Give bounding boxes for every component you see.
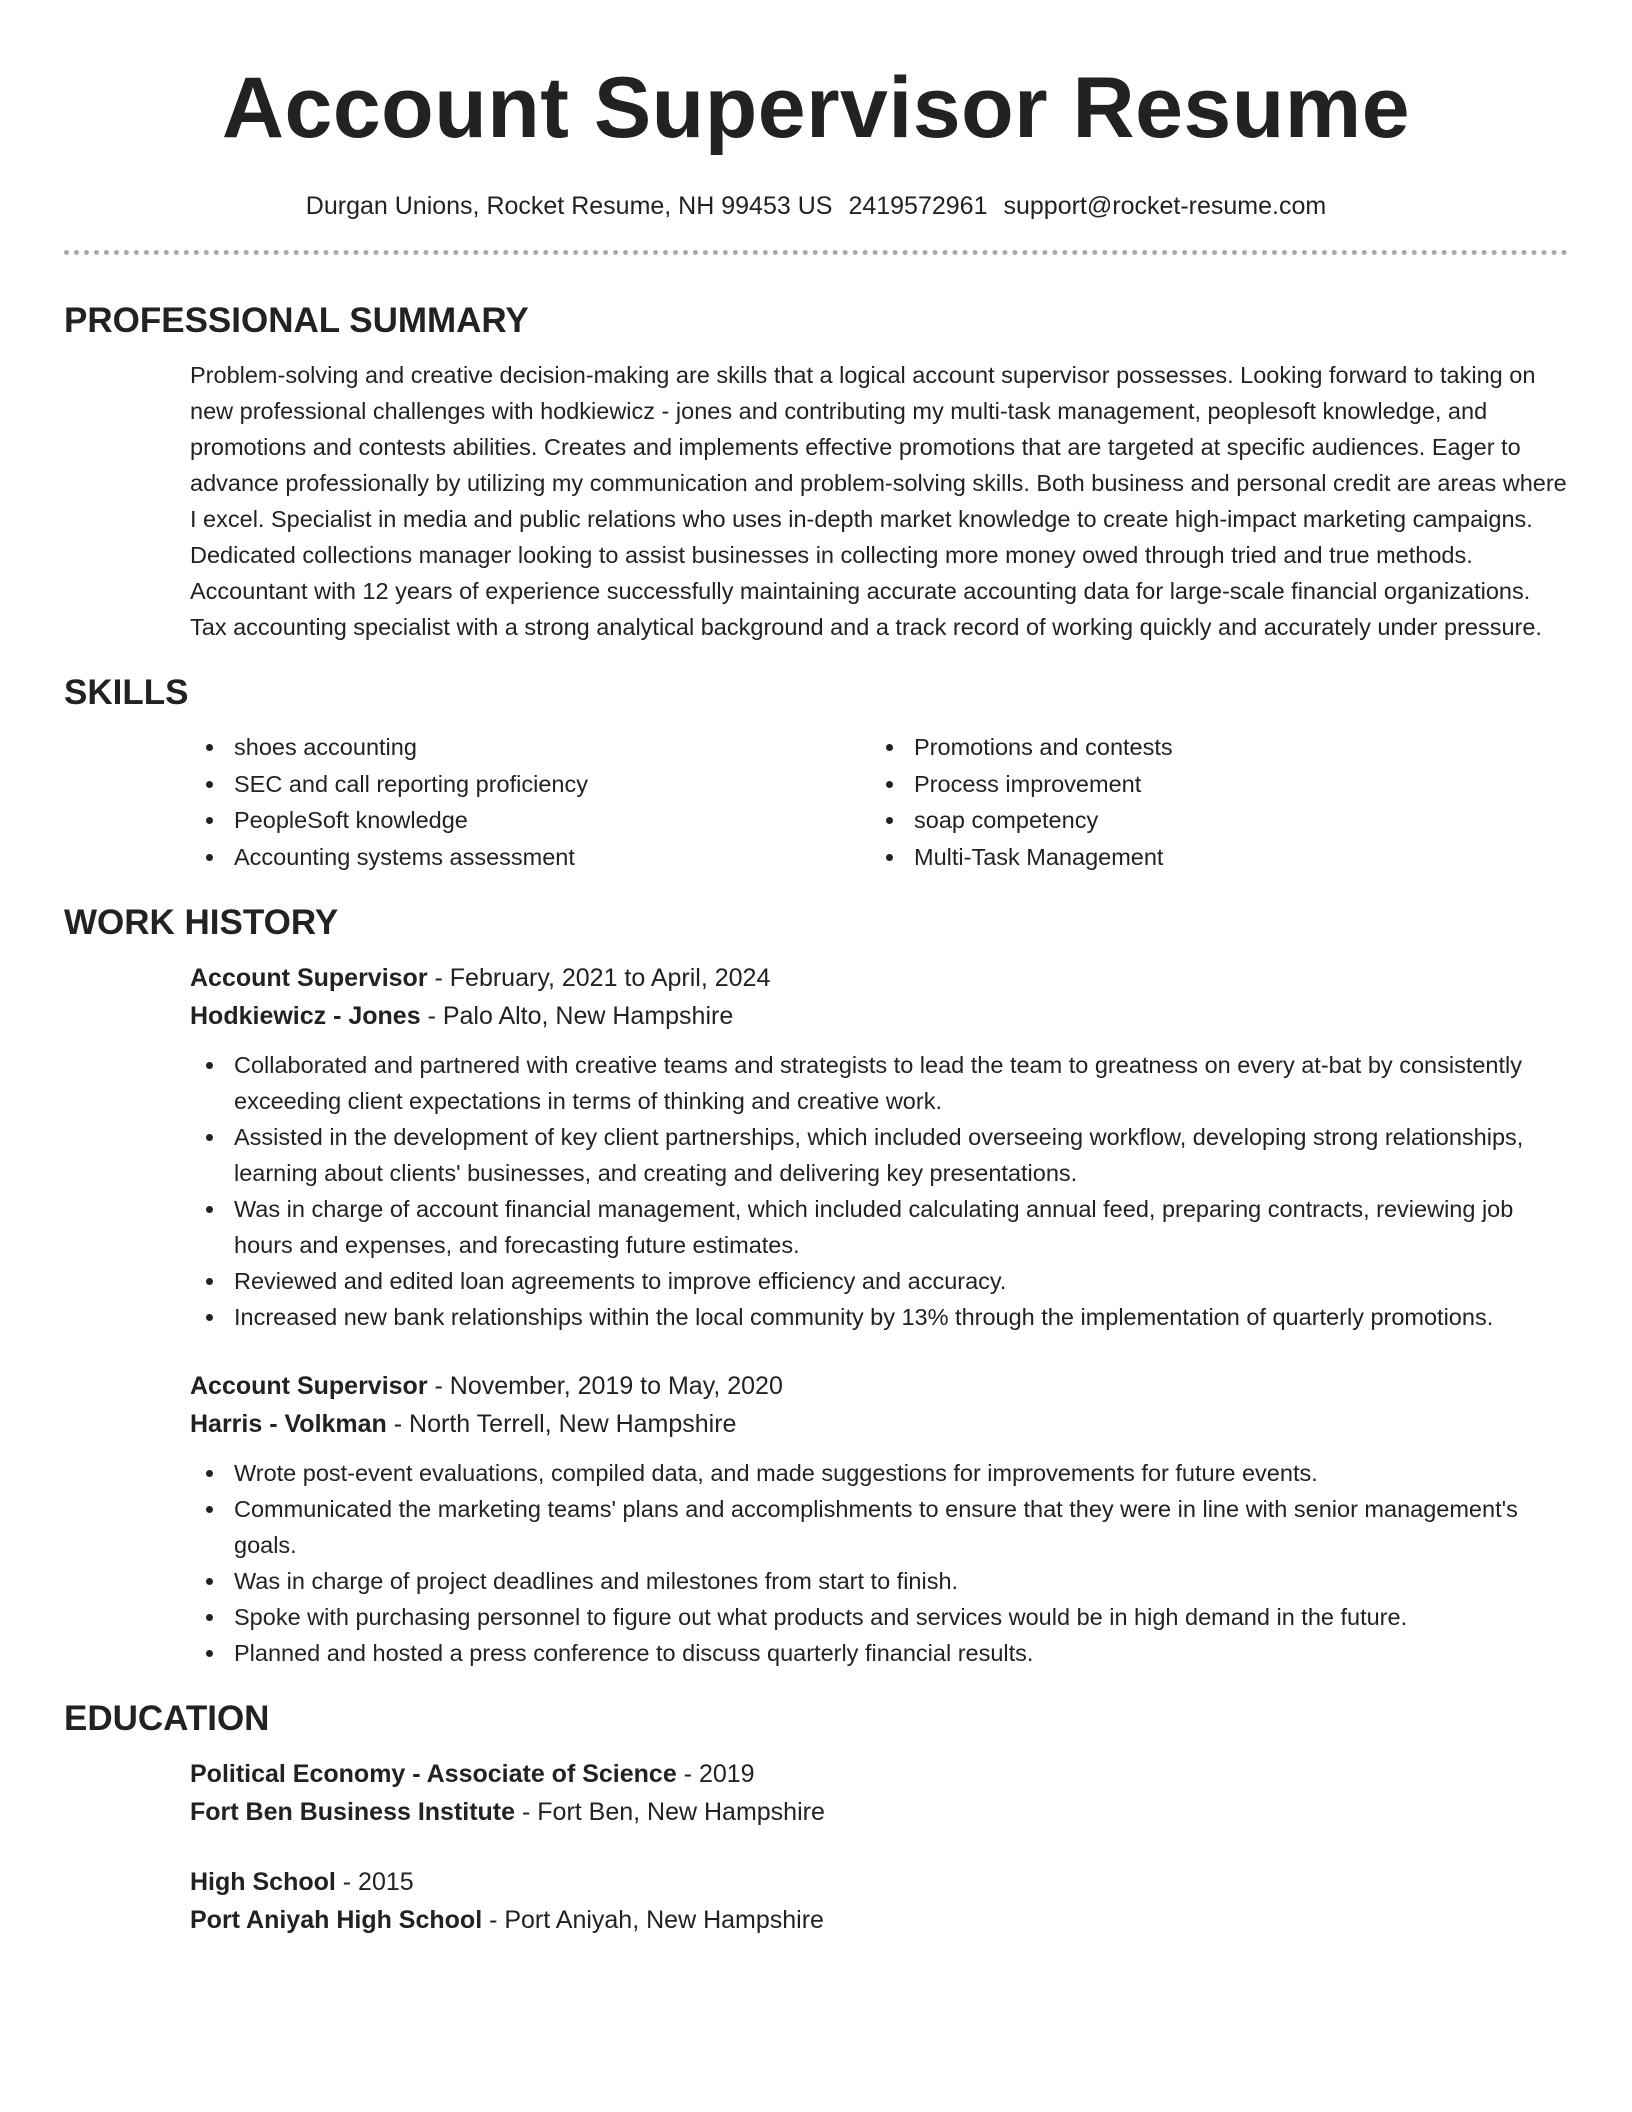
job-bullet: Spoke with purchasing personnel to figure out what products and services would be in high demand in the future. (190, 1599, 1568, 1635)
education-school: Port Aniyah High School (190, 1906, 483, 1934)
skills-list-right (870, 729, 1568, 875)
skill-item: Promotions and contests (870, 729, 1568, 766)
summary-section (64, 299, 1568, 645)
education-degree: High School (190, 1868, 336, 1896)
job-title-line (190, 1367, 1568, 1405)
education-section (64, 1697, 1568, 1939)
contact-email: support@rocket-resume.com (1003, 192, 1327, 220)
job-company: Harris - Volkman (190, 1410, 387, 1438)
education-degree: Political Economy - Associate of Science (190, 1760, 677, 1788)
summary-heading: PROFESSIONAL SUMMARY (64, 301, 529, 340)
education-entry (190, 1863, 1568, 1939)
education-entry (190, 1755, 1568, 1831)
header-divider (64, 250, 1568, 255)
job-bullet-list (190, 1455, 1568, 1671)
resume-page (64, 0, 1568, 1939)
education-school-line (190, 1793, 1568, 1831)
education-degree-line (190, 1863, 1568, 1901)
skills-list-left (190, 729, 870, 875)
job-bullet-list (190, 1047, 1568, 1335)
education-school-line (190, 1901, 1568, 1939)
job-bullet: Communicated the marketing teams' plans and accomplishments to ensure that they were in line with senior management's goals. (190, 1491, 1568, 1563)
contact-address: Durgan Unions, Rocket Resume, NH 99453 US (305, 192, 833, 220)
job-dates: - February, 2021 to April, 2024 (427, 964, 771, 992)
job-company: Hodkiewicz - Jones (190, 1002, 421, 1030)
education-heading: EDUCATION (64, 1699, 270, 1738)
job-title: Account Supervisor (190, 964, 428, 992)
education-year: - 2019 (676, 1760, 755, 1788)
job-bullet: Wrote post-event evaluations, compiled data, and made suggestions for improvements for future events. (190, 1455, 1568, 1491)
job-dates: - November, 2019 to May, 2020 (427, 1372, 783, 1400)
skill-item: soap competency (870, 802, 1568, 839)
skill-item: shoes accounting (190, 729, 870, 766)
skills-grid (190, 729, 1568, 875)
job-bullet: Assisted in the development of key client partnerships, which included overseeing workflow, developing strong relationships, learning about clients' businesses, and creating and delivering key presentations. (190, 1119, 1568, 1191)
skill-item: Multi-Task Management (870, 839, 1568, 876)
job-title: Account Supervisor (190, 1372, 428, 1400)
job-bullet: Reviewed and edited loan agreements to improve efficiency and accuracy. (190, 1263, 1568, 1299)
skill-item: SEC and call reporting proficiency (190, 766, 870, 803)
job-title-line (190, 959, 1568, 997)
contact-line (64, 188, 1568, 224)
job-bullet: Was in charge of project deadlines and milestones from start to finish. (190, 1563, 1568, 1599)
skill-item: PeopleSoft knowledge (190, 802, 870, 839)
education-location: - Port Aniyah, New Hampshire (482, 1906, 824, 1934)
summary-text: Problem-solving and creative decision-making are skills that a logical account supervisor possesses. Looking forward to taking on new professional challenges with hodkiewicz - jones and contributing my multi-task management, peoplesoft knowledge, and promotions and contests abilities. Creates and implements effective promotions that are targeted at specific audiences. Eager to advance professionally by utilizing my communication and problem-solving skills. Both business and personal credit are areas where I excel. Specialist in media and public relations who uses in-depth market knowledge to create high-impact marketing campaigns. Dedicated collections manager looking to assist businesses in collecting more money owed through tried and true methods. Accountant with 12 years of experience successfully maintaining accurate accounting data for large-scale financial organizations. Tax accounting specialist with a strong analytical background and a track record of working quickly and accurately under pressure. (190, 362, 1567, 640)
contact-phone: 2419572961 (848, 192, 988, 220)
job-bullet: Collaborated and partnered with creative teams and strategists to lead the team to greatness on every at-bat by consistently exceeding client expectations in terms of thinking and creative work. (190, 1047, 1568, 1119)
job-company-line (190, 997, 1568, 1035)
work-heading: WORK HISTORY (64, 903, 339, 942)
resume-title: Account Supervisor Resume (221, 60, 1411, 156)
work-section (64, 901, 1568, 1671)
job-location: - Palo Alto, New Hampshire (420, 1002, 734, 1030)
job-company-line (190, 1405, 1568, 1443)
skill-item: Accounting systems assessment (190, 839, 870, 876)
education-degree-line (190, 1755, 1568, 1793)
job-bullet: Was in charge of account financial management, which included calculating annual feed, preparing contracts, reviewing job hours and expenses, and forecasting future estimates. (190, 1191, 1568, 1263)
skill-item: Process improvement (870, 766, 1568, 803)
job-bullet: Increased new bank relationships within the local community by 13% through the implementation of quarterly promotions. (190, 1299, 1568, 1335)
education-school: Fort Ben Business Institute (190, 1798, 516, 1826)
skills-section (64, 671, 1568, 875)
education-location: - Fort Ben, New Hampshire (515, 1798, 825, 1826)
job-bullet: Planned and hosted a press conference to discuss quarterly financial results. (190, 1635, 1568, 1671)
job-location: - North Terrell, New Hampshire (386, 1410, 737, 1438)
job-entry (190, 959, 1568, 1335)
skills-heading: SKILLS (64, 673, 189, 712)
job-entry (190, 1367, 1568, 1671)
education-year: - 2015 (335, 1868, 414, 1896)
